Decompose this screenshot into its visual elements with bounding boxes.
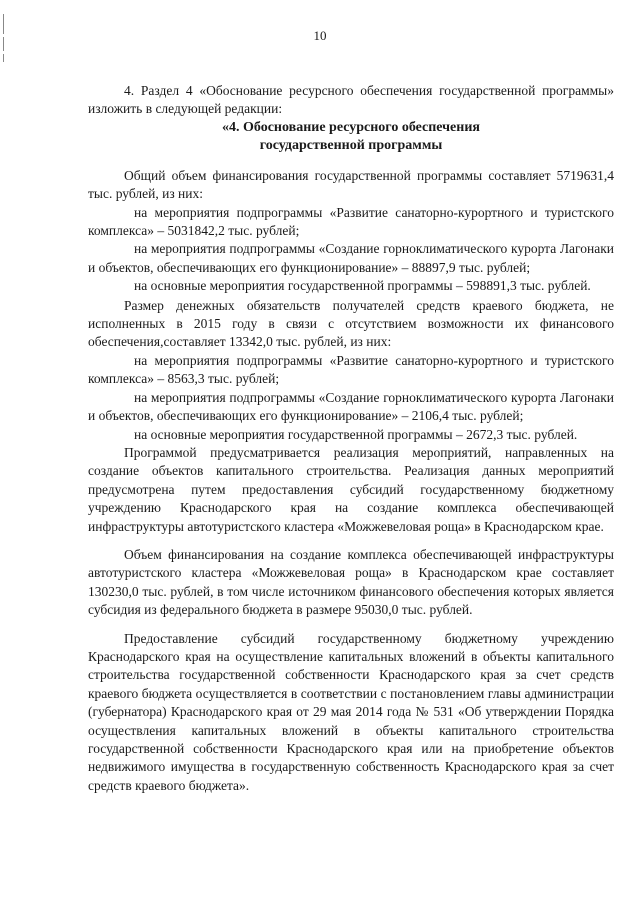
paragraph-main-activities: на основные мероприятия государственной программы – 598891,3 тыс. рублей. (134, 278, 591, 294)
paragraph-unfulfilled-obligations: Размер денежных обязательств получателей средств краевого бюджета, не исполненных в 2015 году в связи с отсутствием возможности их финансового обеспечения,составляет 13342,0 тыс. рублей, из них: (88, 297, 614, 350)
paragraph-sanatorium-subprogram: на мероприятия подпрограммы «Развитие санаторно-курортного и туристского комплекса» – 5031842,2 тыс. рублей; (88, 204, 614, 239)
page-number: 10 (313, 28, 327, 43)
paragraph-juniper-grove-funding: Объем финансирования на создание комплекса обеспечивающей инфраструктуры автотуристского кластера «Можжевеловая роща» в Краснодарском крае составляет 130230,0 тыс. рублей, в том числе источником финансового обеспечения которых является субсидия из федерального бюджета в размере 95030,0 тыс. рублей. (88, 546, 614, 618)
paragraph-lagonaki-subprogram: на мероприятия подпрограммы «Создание горноклиматического курорта Лагонаки и объектов, обеспечивающих его функционирование» – 88897,9 тыс. рублей; (88, 241, 614, 275)
section-title-line-1: «4. Обоснование ресурсного обеспечения (222, 119, 480, 135)
paragraph-total-funding: Общий объем финансирования государственной программы составляет 5719631,4 тыс. рублей, из них: (88, 167, 614, 202)
intro-paragraph: 4. Раздел 4 «Обоснование ресурсного обеспечения государственной программы» изложить в следующей редакции: (88, 83, 614, 117)
section-title (88, 119, 614, 155)
section-title-line-2: государственной программы (259, 137, 443, 153)
paragraph-subsidy-procedure: Предоставление субсидий государственному бюджетному учреждению Краснодарского края на осуществление капитальных вложений в объекты капитального строительства государственной собственности Краснодарского края за счет средств краевого бюджета осуществляется в соответствии с постановлением главы администрации (губернатора) Краснодарского края от 29 мая 2014 года № 531 «Об утверждении Порядка осуществления капитальных вложений в объекты капитального строительства государственной собственности Краснодарского края или на приобретение объектов недвижимого имущества в государственную собственность Краснодарского края за счет средств краевого бюджета». (88, 630, 614, 793)
paragraph-capital-construction: Программой предусматривается реализация мероприятий, направленных на создание объектов капитального строительства. Реализация данных мероприятий предусмотрена путем предоставления субсидий государственному бюджетному учреждению Краснодарского края на создание комплекса обеспечивающей инфраструктуры автотуристского кластера «Можжевеловая роща» в Краснодарском крае. (88, 444, 614, 534)
document-body (88, 82, 614, 795)
paragraph-obligations-sanatorium: на мероприятия подпрограммы «Развитие санаторно-курортного и туристского комплекса» – 8563,3 тыс. рублей; (88, 352, 614, 387)
paragraph-obligations-main: на основные мероприятия государственной программы – 2672,3 тыс. рублей. (134, 426, 578, 442)
paragraph-obligations-lagonaki: на мероприятия подпрограммы «Создание горноклиматического курорта Лагонаки и объектов, обеспечивающих его функционирование» – 2106,4 тыс. рублей; (88, 389, 614, 424)
